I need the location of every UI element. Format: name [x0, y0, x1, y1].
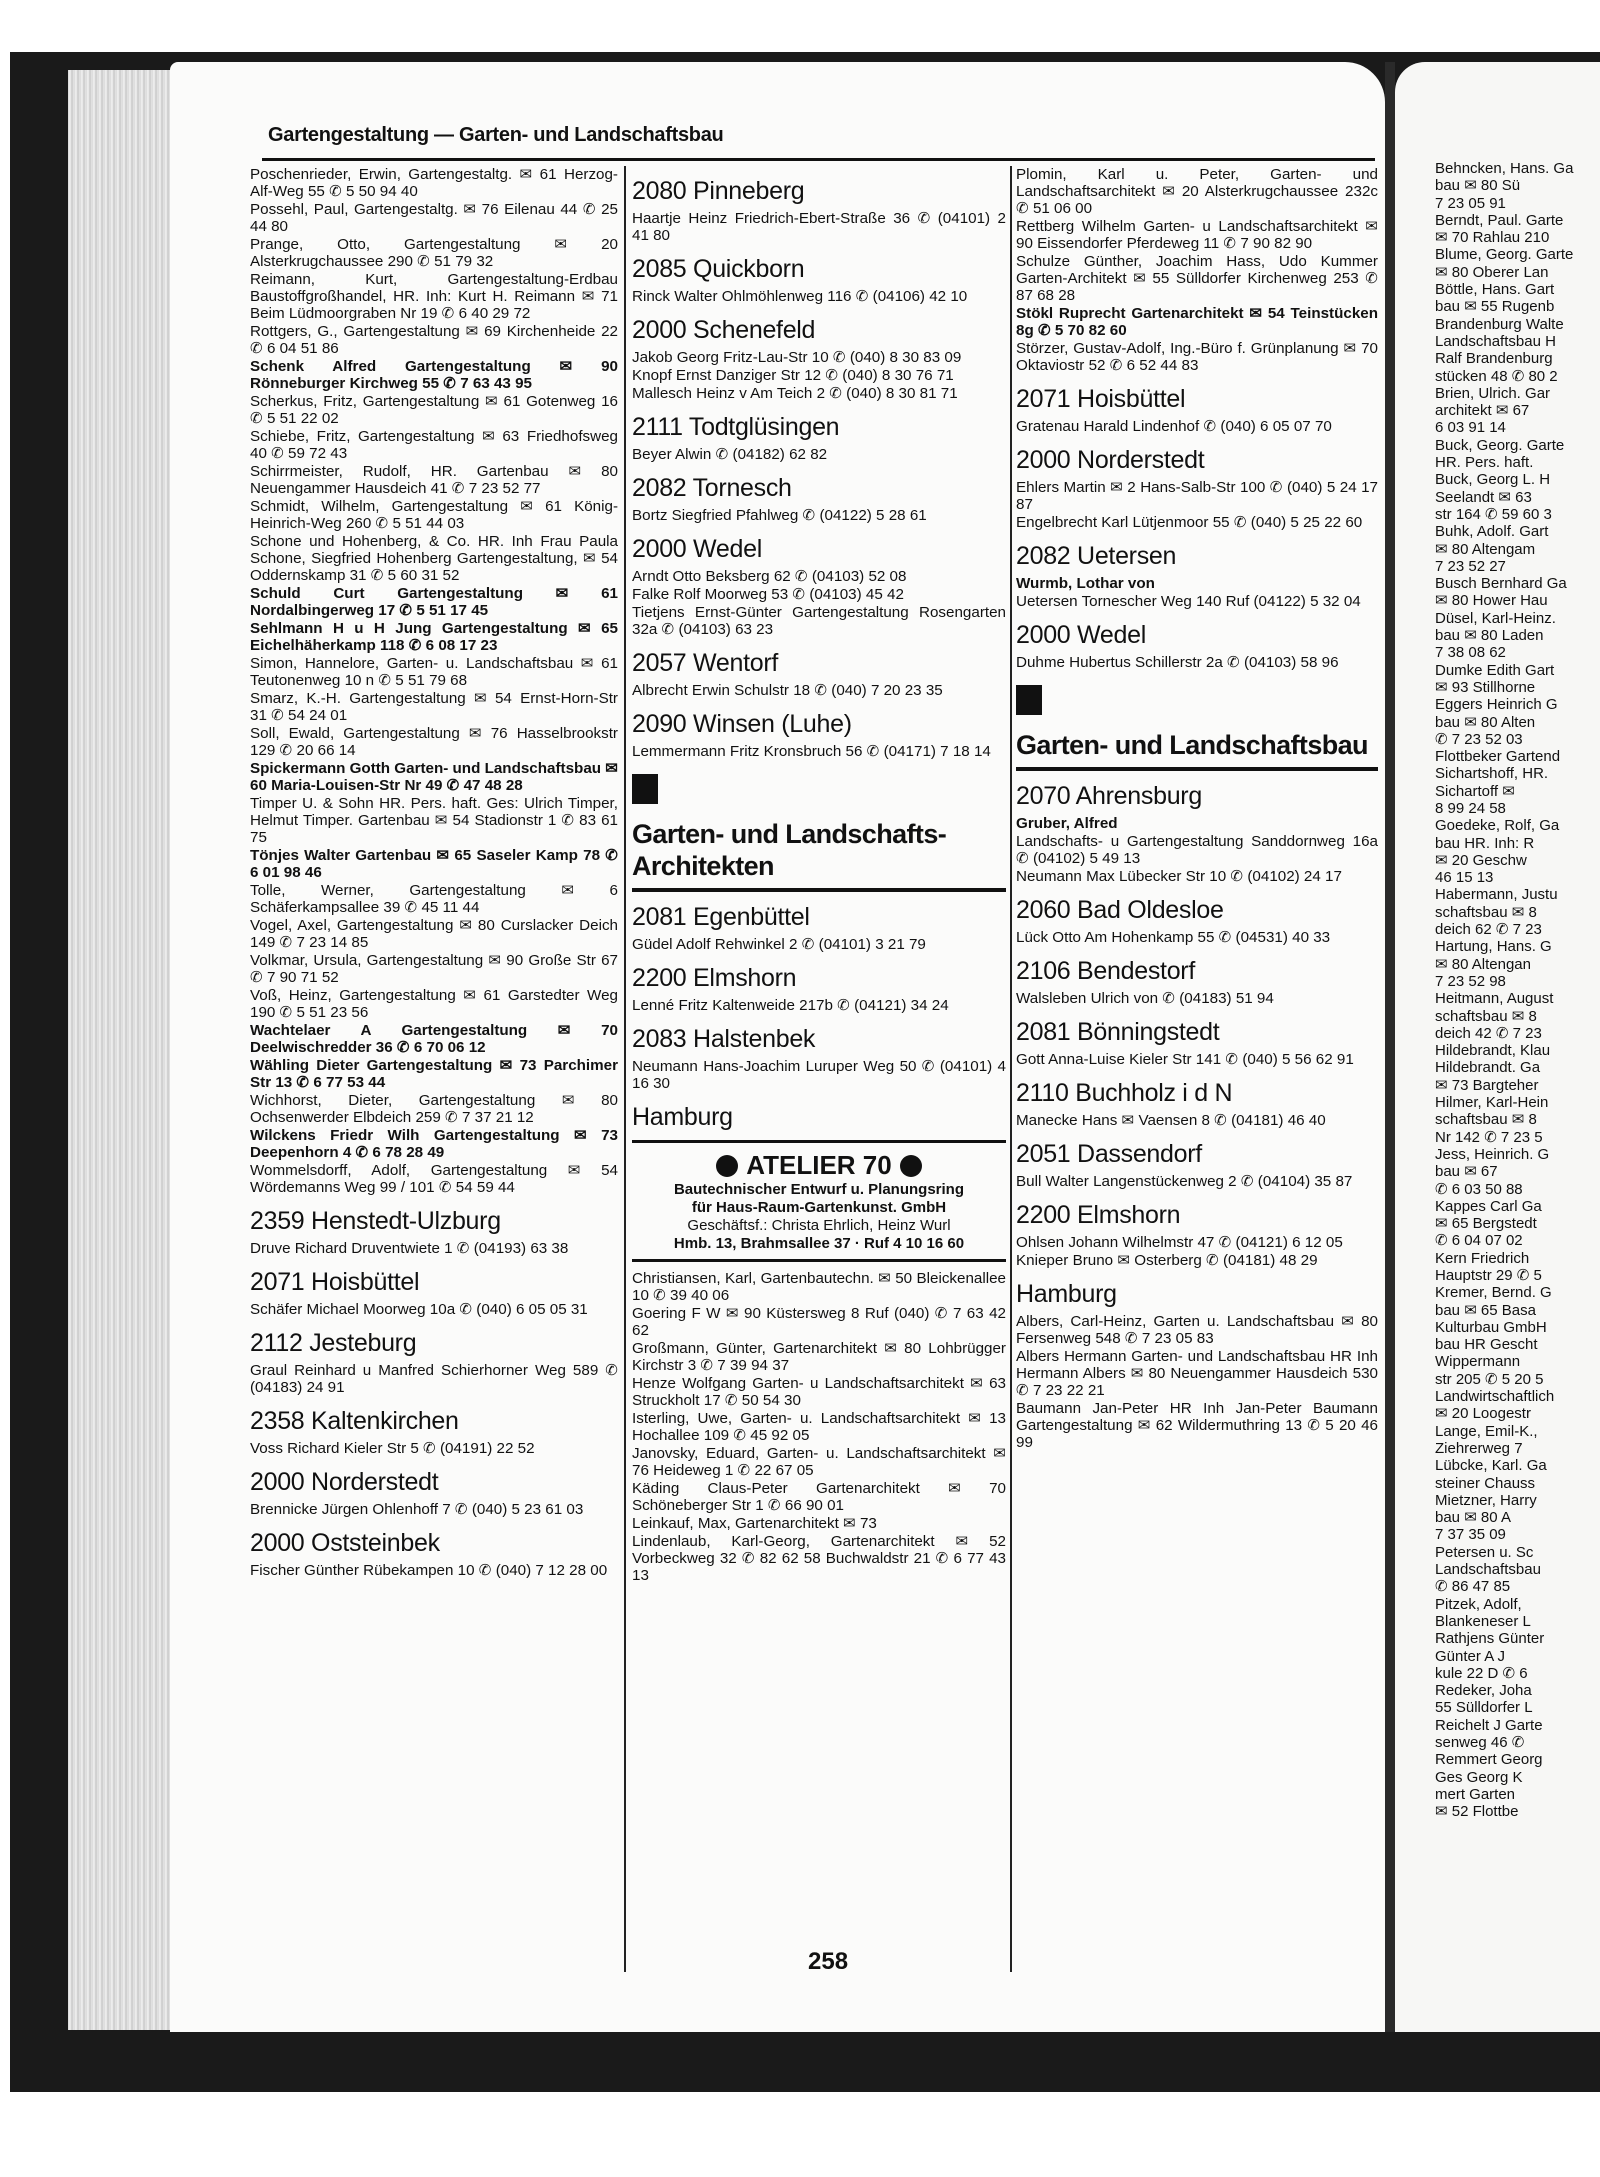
- next-page-line: Heitmann, August: [1435, 990, 1554, 1008]
- listing-entry: Baumann Jan-Peter HR Inh Jan-Peter Baumann Gartengestaltung ✉ 62 Wildermuthring 13 ✆ 5 20 46 99: [1016, 1400, 1378, 1451]
- listing-entry: Bull Walter Langenstückenweg 2 ✆ (04104) 35 87: [1016, 1173, 1353, 1190]
- next-page-line: Buck, Georg. Garte: [1435, 436, 1565, 454]
- listing-entry: Käding Claus-Peter Gartenarchitekt ✉ 70 Schöneberger Str 1 ✆ 66 90 01: [632, 1480, 1006, 1514]
- next-page-line: deich 42 ✆ 7 23: [1435, 1024, 1542, 1042]
- next-page-line: Busch Bernhard Ga: [1435, 575, 1567, 593]
- listing-entry: Rinck Walter Ohlmöhlenweg 116 ✆ (04106) 42 10: [632, 288, 968, 305]
- listing-entry: Volkmar, Ursula, Gartengestaltung ✉ 90 Große Str 67 ✆ 7 90 71 52: [250, 952, 618, 986]
- next-page-line: 46 15 13: [1435, 869, 1494, 887]
- city-heading: 2080 Pinneberg: [632, 177, 805, 205]
- next-page-line: Ges Georg K: [1435, 1768, 1523, 1786]
- listing-entry: Arndt Otto Beksberg 62 ✆ (04103) 52 08: [632, 568, 907, 585]
- listing-entry: Scherkus, Fritz, Gartengestaltung ✉ 61 Gotenweg 16 ✆ 5 51 22 02: [250, 393, 618, 427]
- listing-entry: Wurmb, Lothar von: [1016, 575, 1155, 592]
- next-page-line: 7 23 52 27: [1435, 557, 1506, 575]
- listing-entry: Voß, Heinz, Gartengestaltung ✉ 61 Garstedter Weg 190 ✆ 5 51 23 56: [250, 987, 618, 1021]
- city-heading: 2071 Hoisbüttel: [1016, 385, 1186, 413]
- next-page-line: Hauptstr 29 ✆ 5: [1435, 1267, 1542, 1284]
- next-page-line: ✆ 86 47 85: [1435, 1578, 1511, 1596]
- next-page-line: ✉ 20 Loogestr: [1435, 1405, 1531, 1423]
- listing-entry: Timper U. & Sohn HR. Pers. haft. Ges: Ulrich Timper, Helmut Timper. Gartenbau ✉ 54 Stadionstr 1 ✆ 83 61 75: [250, 795, 618, 846]
- next-page-lines: [1395, 160, 1573, 1821]
- city-heading: 2081 Bönningstedt: [1016, 1018, 1220, 1046]
- next-page-line: Landschaftsbau: [1435, 1561, 1541, 1579]
- listing-entry: Schäfer Michael Moorweg 10a ✆ (040) 6 05 05 31: [250, 1301, 588, 1318]
- next-page-line: ✉ 73 Bargteher: [1435, 1076, 1539, 1094]
- next-page-line: kule 22 D ✆ 6: [1435, 1664, 1528, 1682]
- listing-entry: Knieper Bruno ✉ Osterberg ✆ (04181) 48 29: [1016, 1252, 1318, 1269]
- next-page-line: bau ✉ 80 Alten: [1435, 713, 1536, 731]
- next-page-line: Sichartshoff, HR.: [1435, 765, 1549, 783]
- next-page-line: Hilmer, Karl-Hein: [1435, 1094, 1549, 1112]
- city-heading: 2359 Henstedt-Ulzburg: [250, 1207, 501, 1235]
- next-page-line: Kremer, Bernd. G: [1435, 1284, 1552, 1302]
- listing-entry: Lenné Fritz Kaltenweide 217b ✆ (04121) 34 24: [632, 997, 949, 1014]
- next-page-line: bau ✉ 80 Sü: [1435, 177, 1521, 195]
- city-heading: 2200 Elmshorn: [632, 964, 797, 992]
- listing-entry: Prange, Otto, Gartengestaltung ✉ 20 Alsterkrugchaussee 290 ✆ 51 79 32: [250, 236, 618, 270]
- listing-entry: Fischer Günther Rübekampen 10 ✆ (040) 7 12 28 00: [250, 1562, 608, 1579]
- listing-entry: Leinkauf, Max, Gartenarchitekt ✉ 73: [632, 1515, 877, 1532]
- listing-entry: Lück Otto Am Hohenkamp 55 ✆ (04531) 40 33: [1016, 929, 1331, 946]
- next-page-line: Blankeneser L: [1435, 1612, 1531, 1630]
- next-page-line: Ziehrerweg 7: [1435, 1439, 1523, 1457]
- next-page-line: bau HR Gescht: [1435, 1336, 1538, 1354]
- listing-entry: Poschenrieder, Erwin, Gartengestaltg. ✉ 61 Herzog-Alf-Weg 55 ✆ 5 50 94 40: [250, 166, 618, 200]
- listing-entry: Albers Hermann Garten- und Landschaftsbau HR Inh Hermann Albers ✉ 80 Neuengammer Hausdeich 530 ✆ 7 23 22 21: [1016, 1348, 1378, 1399]
- next-page-line: Buhk, Adolf. Gart: [1435, 523, 1549, 541]
- listing-entry: Großmann, Günter, Gartenarchitekt ✉ 80 Lohbrügger Kirchstr 3 ✆ 7 39 94 37: [632, 1340, 1006, 1374]
- next-page-line: ✉ 80 Oberer Lan: [1435, 263, 1549, 281]
- next-page-line: Günter A J: [1435, 1647, 1506, 1665]
- next-page-line: 7 37 35 09: [1435, 1526, 1506, 1544]
- next-page-line: Blume, Georg. Garte: [1435, 246, 1574, 264]
- section-marker: [1016, 685, 1042, 715]
- next-page-line: Berndt, Paul. Garte: [1435, 211, 1564, 229]
- book-gutter: [1385, 62, 1395, 2032]
- next-page-line: Remmert Georg: [1435, 1751, 1543, 1769]
- next-page-line: bau ✉ 80 Laden: [1435, 627, 1544, 645]
- listing-entry: Tönjes Walter Gartenbau ✉ 65 Saseler Kamp 78 ✆ 6 01 98 46: [250, 847, 618, 881]
- next-page-line: 7 23 05 91: [1435, 194, 1506, 212]
- next-page-line: Behncken, Hans. Ga: [1435, 160, 1574, 177]
- listing-entry: Gruber, Alfred: [1016, 815, 1118, 832]
- listing-entry: Uetersen Tornescher Weg 140 Ruf (04122) 5 32 04: [1016, 593, 1361, 610]
- listing-entry: Voss Richard Kieler Str 5 ✆ (04191) 22 52: [250, 1440, 535, 1457]
- listing-entry: Duhme Hubertus Schillerstr 2a ✆ (04103) 58 96: [1016, 654, 1339, 671]
- column-divider: [1010, 166, 1012, 1972]
- listing-entry: Lindenlaub, Karl-Georg, Gartenarchitekt ✉ 52 Vorbeckweg 32 ✆ 82 62 58 Buchwaldstr 21 ✆ 6 77 43 13: [632, 1533, 1006, 1584]
- listing-entry: Ehlers Martin ✉ 2 Hans-Salb-Str 100 ✆ (040) 5 24 17 87: [1016, 479, 1378, 513]
- city-heading: 2060 Bad Oldesloe: [1016, 896, 1224, 924]
- listing-entry: Plomin, Karl u. Peter, Garten- und Landschaftsarchitekt ✉ 20 Alsterkrugchaussee 232c ✆ 51 06 00: [1016, 166, 1378, 217]
- listing-entry: Engelbrecht Karl Lütjenmoor 55 ✆ (040) 5 25 22 60: [1016, 514, 1363, 531]
- listing-entry: Possehl, Paul, Gartengestaltg. ✉ 76 Eilenau 44 ✆ 25 44 80: [250, 201, 618, 235]
- next-page-line: schaftsbau ✉ 8: [1435, 1007, 1537, 1025]
- listing-entry: Janovsky, Eduard, Garten- u. Landschaftsarchitekt ✉ 76 Heideweg 1 ✆ 22 67 05: [632, 1445, 1006, 1479]
- listing-entry: Smarz, K.-H. Gartengestaltung ✉ 54 Ernst-Horn-Str 31 ✆ 54 24 01: [250, 690, 618, 724]
- column-divider: [624, 166, 626, 1972]
- city-heading: 2071 Hoisbüttel: [250, 1268, 420, 1296]
- listing-entry: Sehlmann H u H Jung Gartengestaltung ✉ 65 Eichelhäherkamp 118 ✆ 6 08 17 23: [250, 620, 618, 654]
- next-page-line: Redeker, Joha: [1435, 1682, 1532, 1700]
- section-marker: [632, 774, 658, 804]
- city-heading: Hamburg: [1016, 1280, 1117, 1308]
- head-rule: [262, 158, 1375, 161]
- city-heading: 2090 Winsen (Luhe): [632, 710, 852, 738]
- listing-entry: Gratenau Harald Lindenhof ✆ (040) 6 05 07 70: [1016, 418, 1332, 435]
- listing-entry: Reimann, Kurt, Gartengestaltung-Erdbau Baustoffgroßhandel, HR. Inh: Kurt H. Reimann ✉ 71 Beim Lüdmoorgraben Nr 19 ✆ 6 40 29 72: [250, 271, 618, 322]
- city-heading: Hamburg: [632, 1103, 733, 1131]
- next-page-line: 7 23 52 98: [1435, 972, 1506, 990]
- listing-entry: Mallesch Heinz v Am Teich 2 ✆ (040) 8 30 81 71: [632, 385, 958, 402]
- listing-entry: Spickermann Gotth Garten- und Landschaftsbau ✉ 60 Maria-Louisen-Str Nr 49 ✆ 47 48 28: [250, 760, 618, 794]
- next-page-line: Petersen u. Sc: [1435, 1543, 1534, 1561]
- next-page-line: Kern Friedrich: [1435, 1249, 1530, 1267]
- listing-entry: Soll, Ewald, Gartengestaltung ✉ 76 Hasselbrookstr 129 ✆ 20 66 14: [250, 725, 618, 759]
- next-page-line: schaftsbau ✉ 8: [1435, 1111, 1537, 1129]
- city-heading: 2200 Elmshorn: [1016, 1201, 1181, 1229]
- listing-entry: Gott Anna-Luise Kieler Str 141 ✆ (040) 5 56 62 91: [1016, 1051, 1354, 1068]
- city-heading: 2083 Halstenbek: [632, 1025, 816, 1053]
- listing-entry: Albrecht Erwin Schulstr 18 ✆ (040) 7 20 23 35: [632, 682, 943, 699]
- next-page-line: Hildebrandt. Ga: [1435, 1059, 1541, 1077]
- column-2: [632, 166, 1006, 1966]
- listing-entry: Isterling, Uwe, Garten- u. Landschaftsarchitekt ✉ 13 Hochallee 109 ✆ 45 92 05: [632, 1410, 1006, 1444]
- next-page-line: steiner Chauss: [1435, 1474, 1536, 1492]
- listing-entry: Schmidt, Wilhelm, Gartengestaltung ✉ 61 König-Heinrich-Weg 260 ✆ 5 51 44 03: [250, 498, 618, 532]
- listing-entry: Knopf Ernst Danziger Str 12 ✆ (040) 8 30 76 71: [632, 367, 954, 384]
- next-page-line: Seelandt ✉ 63: [1435, 488, 1532, 506]
- next-page-line: Dumke Edith Gart: [1435, 661, 1555, 679]
- next-page-line: Hildebrandt, Klau: [1435, 1042, 1551, 1060]
- next-page-line: bau ✉ 67: [1435, 1163, 1498, 1181]
- next-page-line: mert Garten: [1435, 1785, 1516, 1803]
- listing-entry: Schiebe, Fritz, Gartengestaltung ✉ 63 Friedhofsweg 40 ✆ 59 72 43: [250, 428, 618, 462]
- ad-title: ATELIER 70: [746, 1150, 892, 1180]
- listing-entry: Druve Richard Druventwiete 1 ✆ (04193) 63 38: [250, 1240, 569, 1257]
- listing-entry: Manecke Hans ✉ Vaensen 8 ✆ (04181) 46 40: [1016, 1112, 1326, 1129]
- listing-entry: Ohlsen Johann Wilhelmstr 47 ✆ (04121) 6 12 05: [1016, 1234, 1343, 1251]
- city-heading: 2106 Bendestorf: [1016, 957, 1195, 985]
- next-page-line: bau ✉ 65 Basa: [1435, 1301, 1536, 1319]
- listing-entry: Schirrmeister, Rudolf, HR. Gartenbau ✉ 80 Neuengammer Hausdeich 41 ✆ 7 23 52 77: [250, 463, 618, 497]
- next-page-line: Düsel, Karl-Heinz.: [1435, 609, 1556, 627]
- running-head: Gartengestaltung — Garten- und Landschaftsbau: [268, 124, 724, 146]
- next-page-line: ✉ 80 Hower Hau: [1435, 592, 1548, 610]
- listing-entry: Rottgers, G., Gartengestaltung ✉ 69 Kirchenheide 22 ✆ 6 04 51 86: [250, 323, 618, 357]
- next-page-line: Kappes Carl Ga: [1435, 1197, 1542, 1215]
- city-heading: 2070 Ahrensburg: [1016, 782, 1202, 810]
- next-page-line: bau HR. Inh: R: [1435, 834, 1535, 852]
- advertisement-box: [632, 1140, 1006, 1262]
- city-heading: 2110 Buchholz i d N: [1016, 1079, 1233, 1107]
- listing-entry: Stökl Ruprecht Gartenarchitekt ✉ 54 Teinstücken 8g ✆ 5 70 82 60: [1016, 305, 1378, 339]
- next-page-line: architekt ✉ 67: [1435, 402, 1530, 420]
- listing-entry: Lemmermann Fritz Kronsbruch 56 ✆ (04171) 7 18 14: [632, 743, 991, 760]
- listing-entry: Landschafts- u Gartengestaltung Sanddornweg 16a ✆ (04102) 5 49 13: [1016, 833, 1378, 867]
- ad-line: für Haus-Raum-Gartenkunst. GmbH: [691, 1199, 947, 1216]
- next-page-line: Sichartoff ✉: [1435, 782, 1515, 800]
- section-title: Garten- und Landschaftsbau: [1016, 730, 1368, 760]
- city-heading: 2111 Todtglüsingen: [632, 413, 840, 441]
- bullet-icon: [716, 1155, 738, 1177]
- next-page-line: str 205 ✆ 5 20 5: [1435, 1370, 1544, 1388]
- city-heading: 2082 Uetersen: [1016, 542, 1177, 570]
- city-heading: 2358 Kaltenkirchen: [250, 1407, 459, 1435]
- city-heading: 2085 Quickborn: [632, 255, 805, 283]
- listing-entry: Vogel, Axel, Gartengestaltung ✉ 80 Curslacker Deich 149 ✆ 7 23 14 85: [250, 917, 618, 951]
- column-1: [250, 166, 618, 1966]
- city-heading: 2051 Dassendorf: [1016, 1140, 1202, 1168]
- listing-entry: Jakob Georg Fritz-Lau-Str 10 ✆ (040) 8 30 83 09: [632, 349, 962, 366]
- next-page-line: ✆ 6 04 07 02: [1435, 1232, 1523, 1250]
- next-page-line: Landwirtschaftlich: [1435, 1388, 1555, 1406]
- ad-title-row: [636, 1149, 1002, 1181]
- listing-entry: Wähling Dieter Gartengestaltung ✉ 73 Parchimer Str 13 ✆ 6 77 53 44: [250, 1057, 618, 1091]
- next-page-line: ✉ 65 Bergstedt: [1435, 1215, 1537, 1233]
- listing-entry: Neumann Hans-Joachim Luruper Weg 50 ✆ (04101) 4 16 30: [632, 1058, 1006, 1092]
- next-page-line: Eggers Heinrich G: [1435, 696, 1558, 714]
- listing-entry: Simon, Hannelore, Garten- u. Landschaftsbau ✉ 61 Teutonenweg 10 n ✆ 5 51 79 68: [250, 655, 618, 689]
- city-heading: 2000 Wedel: [1016, 621, 1146, 649]
- ad-line: Hmb. 13, Brahmsallee 37 · Ruf 4 10 16 60: [673, 1235, 965, 1252]
- next-page-line: Böttle, Hans. Gart: [1435, 281, 1555, 299]
- next-page-line: Pitzek, Adolf,: [1435, 1595, 1522, 1613]
- listing-entry: Neumann Max Lübecker Str 10 ✆ (04102) 24 17: [1016, 868, 1342, 885]
- next-page-line: ✉ 20 Geschw: [1435, 851, 1527, 869]
- listing-entry: Goering F W ✉ 90 Küstersweg 8 Ruf (040) ✆ 7 63 42 62: [632, 1305, 1006, 1339]
- next-page-line: ✆ 7 23 52 03: [1435, 730, 1523, 748]
- next-page-line: Buck, Georg L. H: [1435, 471, 1551, 489]
- bullet-icon: [900, 1155, 922, 1177]
- next-page-line: ✉ 93 Stillhorne: [1435, 678, 1536, 696]
- city-heading: 2082 Tornesch: [632, 474, 792, 502]
- next-page-line: Habermann, Justu: [1435, 886, 1558, 904]
- ad-line: Bautechnischer Entwurf u. Planungsring: [673, 1181, 965, 1198]
- next-page-line: ✉ 80 Altengam: [1435, 540, 1536, 558]
- next-page-line: ✉ 80 Altengan: [1435, 955, 1531, 973]
- listing-entry: Schenk Alfred Gartengestaltung ✉ 90 Rönneburger Kirchweg 55 ✆ 7 63 43 95: [250, 358, 618, 392]
- next-page-line: stücken 48 ✆ 80 2: [1435, 367, 1558, 385]
- listing-entry: Störzer, Gustav-Adolf, Ing.-Büro f. Grünplanung ✉ 70 Oktaviostr 52 ✆ 6 52 44 83: [1016, 340, 1378, 374]
- listing-entry: Wachtelaer A Gartengestaltung ✉ 70 Deelwischredder 36 ✆ 6 70 06 12: [250, 1022, 618, 1056]
- city-heading: 2000 Norderstedt: [250, 1468, 439, 1496]
- city-heading: 2057 Wentorf: [632, 649, 779, 677]
- next-page-line: 55 Sülldorfer L: [1435, 1699, 1533, 1717]
- city-heading: 2000 Wedel: [632, 535, 762, 563]
- next-page-line: HR. Pers. haft.: [1435, 454, 1534, 472]
- listing-entry: Graul Reinhard u Manfred Schierhorner Weg 589 ✆ (04183) 24 91: [250, 1362, 618, 1396]
- column-3: [1016, 166, 1378, 1966]
- listing-entry: Schuld Curt Gartengestaltung ✉ 61 Nordalbingerweg 17 ✆ 5 51 17 45: [250, 585, 618, 619]
- next-page-line: Brandenburg Walte: [1435, 315, 1564, 333]
- next-page-line: 6 03 91 14: [1435, 419, 1506, 437]
- next-page-line: schaftsbau ✉ 8: [1435, 903, 1537, 921]
- listing-entry: Tolle, Werner, Gartengestaltung ✉ 6 Schäferkampsallee 39 ✆ 45 11 44: [250, 882, 618, 916]
- listing-entry: Rettberg Wilhelm Garten- u Landschaftsarchitekt ✉ 90 Eissendorfer Pferdeweg 11 ✆ 7 90 82 90: [1016, 218, 1378, 252]
- city-heading: 2000 Oststeinbek: [250, 1529, 440, 1557]
- next-page-line: Lange, Emil-K.,: [1435, 1422, 1538, 1440]
- next-page-line: Goedeke, Rolf, Ga: [1435, 817, 1560, 835]
- listing-entry: Güdel Adolf Rehwinkel 2 ✆ (04101) 3 21 79: [632, 936, 926, 953]
- next-page-line: Mietzner, Harry: [1435, 1491, 1537, 1509]
- next-page-line: Rathjens Günter: [1435, 1630, 1545, 1648]
- next-page-line: Ralf Brandenburg: [1435, 350, 1553, 368]
- ad-line: Geschäftsf.: Christa Ehrlich, Heinz Wurl: [687, 1217, 951, 1234]
- listing-entry: Beyer Alwin ✆ (04182) 62 82: [632, 446, 828, 463]
- city-heading: 2000 Schenefeld: [632, 316, 816, 344]
- next-page-line: Wippermann: [1435, 1353, 1521, 1371]
- section-heading: [1016, 685, 1378, 771]
- next-page-line: Flottbeker Gartend: [1435, 748, 1561, 766]
- next-page-line: bau ✉ 80 A: [1435, 1509, 1511, 1527]
- listing-entry: Haartje Heinz Friedrich-Ebert-Straße 36 ✆ (04101) 2 41 80: [632, 210, 1006, 244]
- listing-entry: Wichhorst, Dieter, Gartengestaltung ✉ 80 Ochsenwerder Elbdeich 259 ✆ 7 37 21 12: [250, 1092, 618, 1126]
- listing-entry: Brennicke Jürgen Ohlenhoff 7 ✆ (040) 5 23 61 03: [250, 1501, 584, 1518]
- listing-entry: Henze Wolfgang Garten- u Landschaftsarchitekt ✉ 63 Struckholt 17 ✆ 50 54 30: [632, 1375, 1006, 1409]
- next-page-line: Jess, Heinrich. G: [1435, 1145, 1550, 1163]
- city-heading: 2081 Egenbüttel: [632, 903, 810, 931]
- next-page-line: Reichelt J Garte: [1435, 1716, 1543, 1734]
- listing-entry: Tietjens Ernst-Günter Gartengestaltung Rosengarten 32a ✆ (04103) 63 23: [632, 604, 1006, 638]
- listing-entry: Wommelsdorff, Adolf, Gartengestaltung ✉ 54 Wördemanns Weg 99 / 101 ✆ 54 59 44: [250, 1162, 618, 1196]
- next-page-line: Brien, Ulrich. Gar: [1435, 384, 1551, 402]
- next-page-line: 8 99 24 58: [1435, 799, 1506, 817]
- next-page-line: Landschaftsbau H: [1435, 332, 1556, 350]
- listing-entry: Wilckens Friedr Wilh Gartengestaltung ✉ 73 Deepenhorn 4 ✆ 6 78 28 49: [250, 1127, 618, 1161]
- listing-entry: Walsleben Ulrich von ✆ (04183) 51 94: [1016, 990, 1274, 1007]
- listing-entry: Schone und Hohenberg, & Co. HR. Inh Frau Paula Schone, Siegfried Hohenberg Gartengestaltung, ✉ 54 Oddernskamp 31 ✆ 5 60 31 52: [250, 533, 618, 584]
- next-page-line: Lübcke, Karl. Ga: [1435, 1457, 1547, 1475]
- page-number: 258: [808, 1948, 849, 1975]
- next-page-line: 7 38 08 62: [1435, 644, 1506, 662]
- section-title: Garten- und Landschafts-Architekten: [632, 819, 947, 881]
- next-page-line: ✆ 6 03 50 88: [1435, 1180, 1523, 1198]
- next-page-line: bau ✉ 55 Rugenb: [1435, 298, 1555, 316]
- city-heading: 2112 Jesteburg: [250, 1329, 417, 1357]
- city-heading: 2000 Norderstedt: [1016, 446, 1205, 474]
- next-page-line: ✉ 70 Rahlau 210: [1435, 229, 1550, 247]
- next-page-line: ✉ 52 Flottbe: [1435, 1803, 1519, 1821]
- listing-entry: Falke Rolf Moorweg 53 ✆ (04103) 45 42: [632, 586, 904, 603]
- listing-entry: Albers, Carl-Heinz, Garten u. Landschaftsbau ✉ 80 Fersenweg 548 ✆ 7 23 05 83: [1016, 1313, 1378, 1347]
- next-page-line: str 164 ✆ 59 60 3: [1435, 505, 1552, 523]
- next-page-line: senweg 46 ✆: [1435, 1734, 1525, 1752]
- section-heading: [632, 774, 1006, 892]
- listing-entry: Schulze Günther, Joachim Hass, Udo Kummer Garten-Architekt ✉ 55 Sülldorfer Kirchenweg 253 ✆ 87 68 28: [1016, 253, 1378, 304]
- listing-entry: Bortz Siegfried Pfahlweg ✆ (04122) 5 28 61: [632, 507, 927, 524]
- next-page-line: Kulturbau GmbH: [1435, 1318, 1547, 1336]
- listing-entry: Christiansen, Karl, Gartenbautechn. ✉ 50 Bleickenallee 10 ✆ 39 40 06: [632, 1270, 1006, 1304]
- next-page-line: deich 62 ✆ 7 23: [1435, 921, 1542, 939]
- next-page-line: Nr 142 ✆ 7 23 5: [1435, 1128, 1543, 1146]
- next-page-line: Hartung, Hans. G: [1435, 938, 1552, 956]
- next-page-partial: [1395, 62, 1600, 2032]
